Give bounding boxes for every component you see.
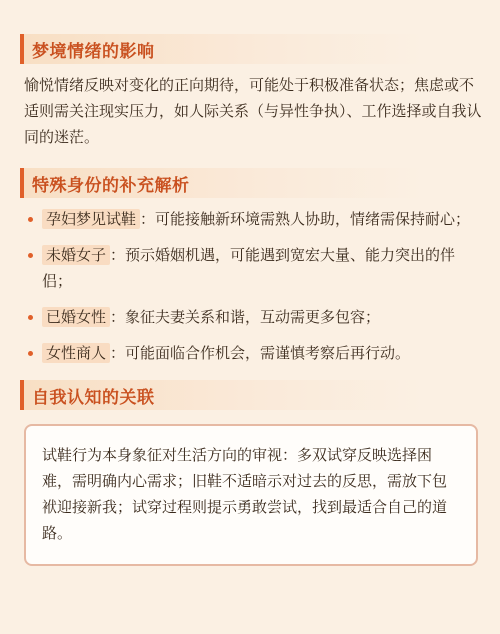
item-tag: 女性商人: [42, 343, 110, 363]
item-text: ：可能面临合作机会，需谨慎考察后再行动。: [110, 344, 411, 362]
section-title: 梦境情绪的影响: [32, 41, 155, 62]
bullet-dot-icon: [28, 351, 33, 356]
list-item-businesswoman: [18, 340, 482, 366]
section-title: 特殊身份的补充解析: [32, 175, 190, 196]
section-title: 自我认知的关联: [32, 387, 155, 408]
bullet-dot-icon: [28, 315, 33, 320]
bullet-dot-icon: [28, 217, 33, 222]
section-heading-special-identity: [20, 168, 424, 198]
list-item-married-woman: [18, 304, 482, 330]
section-body-dream-emotion: 愉悦情绪反映对变化的正向期待，可能处于积极准备状态；焦虑或不适则需关注现实压力，如人际关系（与异性争执）、工作选择或自我认同的迷茫。: [24, 76, 482, 146]
section-heading-self-cognition: [20, 380, 424, 410]
self-cognition-card: [24, 424, 478, 566]
bullet-dot-icon: [28, 253, 33, 258]
item-text: ：象征夫妻关系和谐，互动需更多包容；: [110, 308, 381, 326]
list-item-unmarried-woman: [18, 242, 482, 294]
item-tag: 已婚女性: [42, 307, 110, 327]
item-text: ：可能接触新环境需熟人协助，情绪需保持耐心；: [140, 210, 471, 228]
card-text: 试鞋行为本身象征对生活方向的审视：多双试穿反映选择困难，需明确内心需求；旧鞋不适暗示对过去的反思，需放下包袱迎接新我；试穿过程则提示勇敢尝试，找到最适合自己的道路。: [42, 446, 448, 542]
section-heading-dream-emotion: [20, 34, 424, 64]
item-tag: 孕妇梦见试鞋: [42, 209, 140, 229]
identity-list: [18, 206, 482, 366]
item-text: ：预示婚姻机遇，可能遇到宽宏大量、能力突出的伴侣；: [42, 246, 456, 290]
item-tag: 未婚女子: [42, 245, 110, 265]
list-item-pregnant-woman: [18, 206, 482, 232]
